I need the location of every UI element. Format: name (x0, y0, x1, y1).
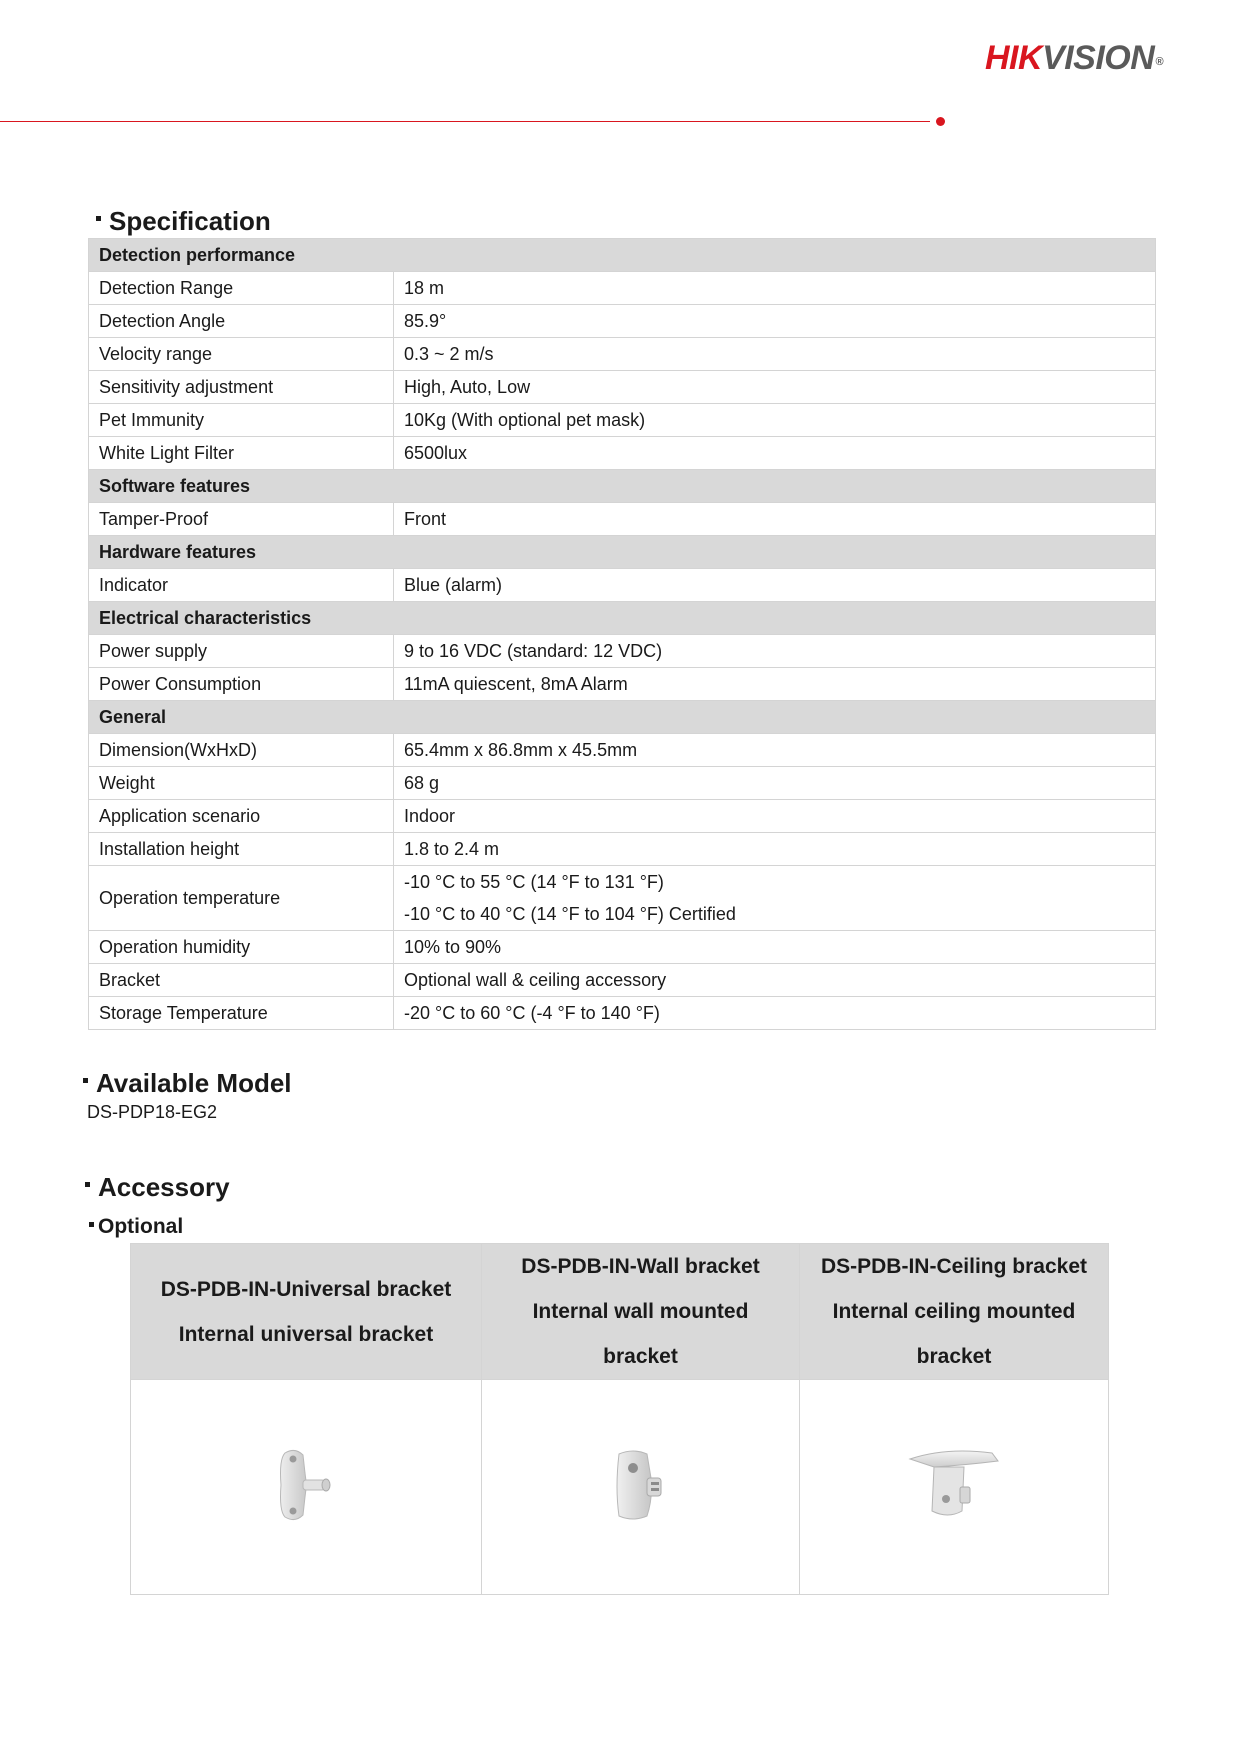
accessory-name: DS-PDB-IN-Universal bracket (160, 1277, 452, 1301)
optional-subtitle: Optional (89, 1214, 183, 1240)
spec-label: Indicator (89, 569, 394, 602)
section-header: Software features (89, 470, 1156, 503)
accessory-header (800, 1244, 1109, 1380)
table-row (89, 404, 1156, 437)
spec-label: White Light Filter (89, 437, 394, 470)
spec-label: Operation temperature (89, 866, 394, 931)
spec-value-line: -10 °C to 40 °C (14 °F to 104 °F) Certified (404, 904, 736, 924)
spec-value: 65.4mm x 86.8mm x 45.5mm (394, 734, 1156, 767)
accessory-name: DS-PDB-IN-Ceiling bracket (820, 1255, 1088, 1278)
spec-value: Front (394, 503, 1156, 536)
accessory-table (130, 1243, 1109, 1595)
accessory-header-row (131, 1244, 1109, 1380)
spec-label: Power supply (89, 635, 394, 668)
logo-primary: HIK (985, 39, 1043, 77)
section-header-row (89, 239, 1156, 272)
header-rule (0, 121, 930, 122)
table-row (89, 668, 1156, 701)
table-row (89, 437, 1156, 470)
ceiling-bracket-icon (906, 1447, 1002, 1523)
spec-value (394, 866, 1156, 931)
specification-title: Specification (96, 206, 271, 236)
header-rule-dot (936, 117, 945, 126)
spec-value: 11mA quiescent, 8mA Alarm (394, 668, 1156, 701)
table-row (89, 964, 1156, 997)
accessory-desc-line: Internal universal bracket (178, 1322, 434, 1346)
spec-label: Operation humidity (89, 931, 394, 964)
spec-value: -20 °C to 60 °C (-4 °F to 140 °F) (394, 997, 1156, 1030)
wall-bracket-icon (611, 1448, 671, 1522)
table-row (89, 866, 1156, 931)
spec-value: 85.9° (394, 305, 1156, 338)
hikvision-logo (985, 38, 1190, 78)
accessory-desc-line: bracket (916, 1345, 992, 1368)
section-header: Electrical characteristics (89, 602, 1156, 635)
accessory-image-cell (482, 1380, 800, 1595)
specification-table (88, 238, 1156, 1030)
spec-value: Optional wall & ceiling accessory (394, 964, 1156, 997)
section-header-row (89, 470, 1156, 503)
table-row (89, 338, 1156, 371)
table-row (89, 635, 1156, 668)
bullet-icon (89, 1222, 94, 1227)
table-row (89, 569, 1156, 602)
accessory-header (131, 1244, 482, 1380)
table-row (89, 767, 1156, 800)
table-row (89, 800, 1156, 833)
bullet-icon (85, 1182, 90, 1187)
section-header-row (89, 701, 1156, 734)
spec-label: Detection Range (89, 272, 394, 305)
spec-label: Pet Immunity (89, 404, 394, 437)
table-row (89, 371, 1156, 404)
spec-value: 68 g (394, 767, 1156, 800)
bullet-icon (96, 216, 101, 221)
spec-label: Bracket (89, 964, 394, 997)
spec-value: Indoor (394, 800, 1156, 833)
spec-value: 10Kg (With optional pet mask) (394, 404, 1156, 437)
spec-value: 1.8 to 2.4 m (394, 833, 1156, 866)
spec-value-line: -10 °C to 55 °C (14 °F to 131 °F) (404, 872, 664, 892)
spec-value: High, Auto, Low (394, 371, 1156, 404)
universal-bracket-icon (271, 1445, 341, 1525)
bullet-icon (83, 1078, 88, 1083)
spec-label: Application scenario (89, 800, 394, 833)
accessory-name: DS-PDB-IN-Wall bracket (521, 1255, 760, 1278)
table-row (89, 272, 1156, 305)
table-row (89, 833, 1156, 866)
spec-label: Detection Angle (89, 305, 394, 338)
spec-value: 0.3 ~ 2 m/s (394, 338, 1156, 371)
available-model-title: Available Model (83, 1068, 292, 1098)
section-header: Hardware features (89, 536, 1156, 569)
spec-value: 9 to 16 VDC (standard: 12 VDC) (394, 635, 1156, 668)
spec-label: Installation height (89, 833, 394, 866)
spec-value: 6500lux (394, 437, 1156, 470)
table-row (89, 931, 1156, 964)
spec-label: Storage Temperature (89, 997, 394, 1030)
accessory-desc-line: Internal ceiling mounted (832, 1300, 1076, 1323)
accessory-desc-line: Internal wall mounted (532, 1300, 749, 1323)
spec-value: Blue (alarm) (394, 569, 1156, 602)
spec-label: Velocity range (89, 338, 394, 371)
spec-label: Weight (89, 767, 394, 800)
spec-label: Sensitivity adjustment (89, 371, 394, 404)
section-header-row (89, 602, 1156, 635)
accessory-desc-line: bracket (603, 1345, 678, 1368)
logo-registered-mark: ® (1155, 56, 1163, 68)
table-row (89, 734, 1156, 767)
model-number: DS-PDP18-EG2 (87, 1102, 218, 1122)
spec-label: Dimension(WxHxD) (89, 734, 394, 767)
table-row (89, 305, 1156, 338)
spec-value: 10% to 90% (394, 931, 1156, 964)
section-header: General (89, 701, 1156, 734)
section-header-row (89, 536, 1156, 569)
spec-label: Power Consumption (89, 668, 394, 701)
spec-value: 18 m (394, 272, 1156, 305)
spec-label: Tamper-Proof (89, 503, 394, 536)
accessory-header (482, 1244, 800, 1380)
logo-secondary: VISION (1042, 39, 1155, 77)
accessory-image-row (131, 1380, 1109, 1595)
accessory-image-cell (800, 1380, 1109, 1595)
accessory-image-cell (131, 1380, 482, 1595)
section-header: Detection performance (89, 239, 1156, 272)
table-row (89, 997, 1156, 1030)
table-row (89, 503, 1156, 536)
accessory-title: Accessory (85, 1172, 230, 1202)
